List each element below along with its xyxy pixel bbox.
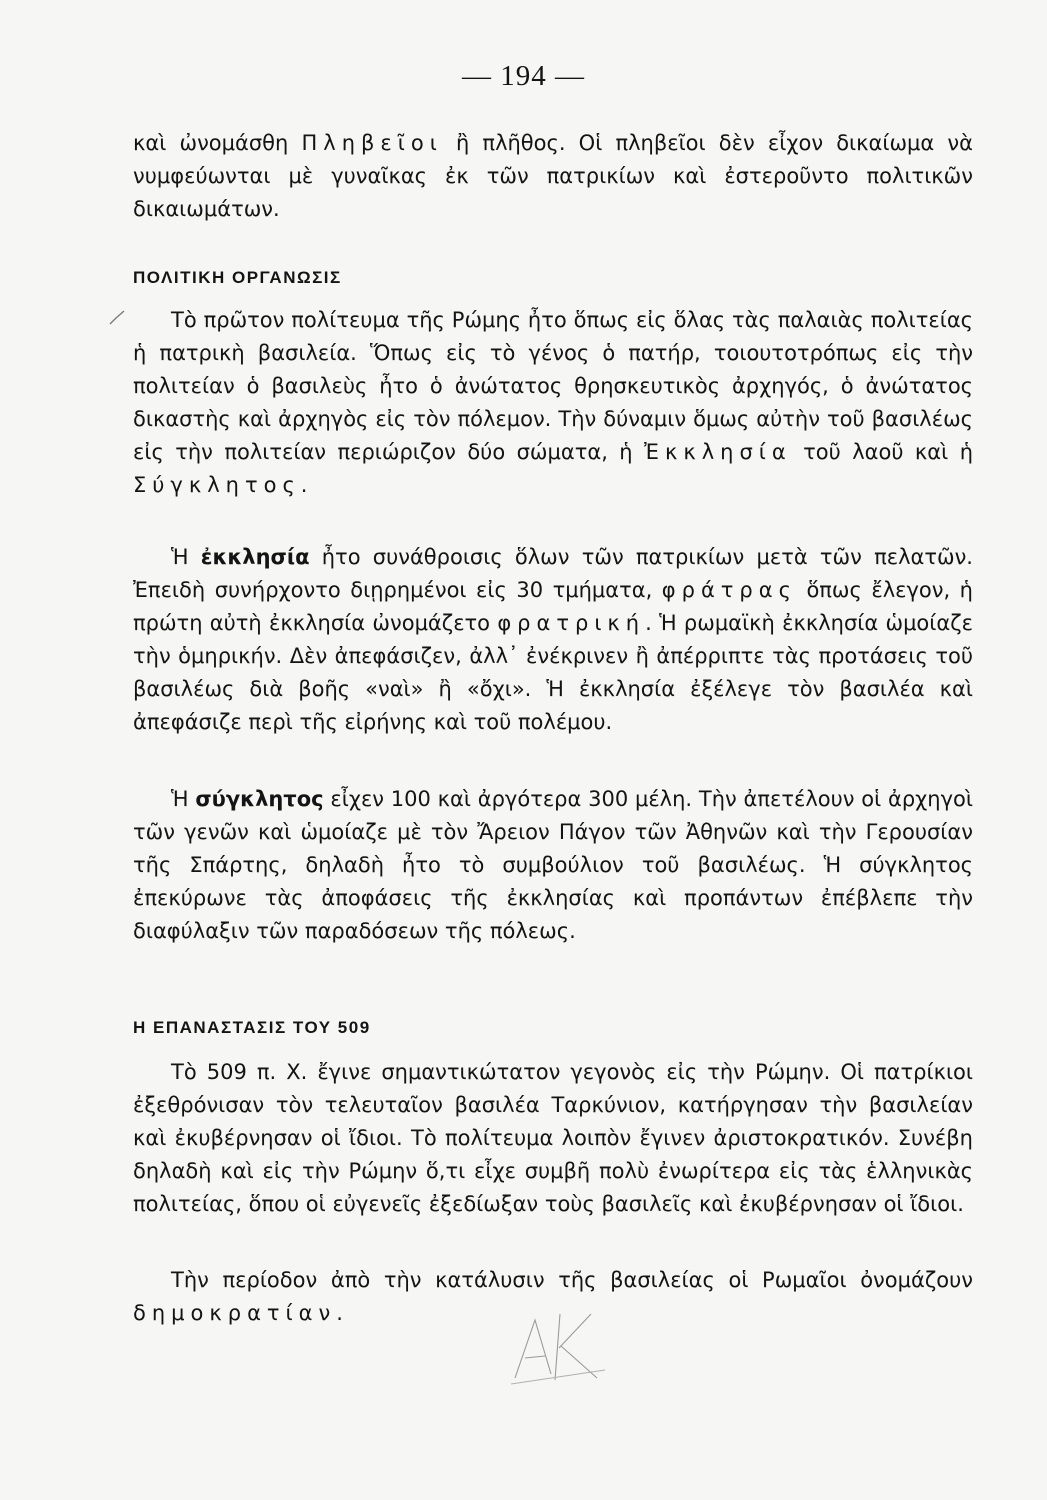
paragraph-text	[133, 1056, 973, 1221]
text-run: Ἡ	[171, 787, 196, 811]
text-run: ἢ πλῆθος. Οἱ πληβεῖοι δὲν εἶχον δικαίωμα νὰ νυμφεύωνται μὲ γυναῖκας ἐκ τῶν πατρικίων καὶ ἐστεροῦντο πολιτικῶν δικαιωμάτων.	[133, 131, 973, 221]
paragraph-first-constitution	[133, 304, 973, 502]
text-run: .	[336, 1301, 343, 1325]
spaced-term: φράτρας	[661, 578, 797, 602]
text-run: ὅπως ἔλεγον, ἡ πρώτη αὐτὴ ἐκκλησία ὠνομάζετο	[133, 578, 973, 635]
paragraph-senate	[133, 783, 973, 948]
paragraph-ekklesia	[133, 541, 973, 739]
spaced-term: Σύγκλητος	[133, 473, 301, 497]
paragraph-plebeians	[133, 127, 973, 226]
text-run: τοῦ λαοῦ καὶ ἡ	[791, 440, 973, 464]
spaced-term: δημοκρατίαν	[133, 1301, 337, 1325]
paragraph-text	[133, 127, 973, 226]
page-number: — 194 —	[462, 60, 585, 92]
paragraph-text	[133, 304, 973, 502]
text-run: . Ἡ ρωμαϊκὴ ἐκκλησία ὡμοίαζε τὴν ὁμηρικήν. Δὲν ἀπεφάσιζεν, ἀλλ᾽ ἐνέκρινεν ἢ ἀπέρριπτε τὰς προτάσεις τοῦ βασιλέως διὰ βοῆς «ναὶ» ἢ «ὄχι». Ἡ ἐκκλησία ἐξέλεγε τὸν βασιλέα καὶ ἀπεφάσιζε περὶ τῆς εἰρήνης καὶ τοῦ πολέμου.	[133, 611, 973, 734]
bold-term: ἐκκλησία	[200, 545, 310, 569]
text-run: Τὴν περίοδον ἀπὸ τὴν κατάλυσιν τῆς βασιλείας οἱ Ρωμαῖοι ὀνομάζουν	[171, 1268, 973, 1292]
text-run: ἦτο συνάθροισις ὅλων τῶν πατρικίων μετὰ τῶν πελατῶν. Ἐπειδὴ συνήρχοντο διῃρημένοι εἰς 30 τμήματα,	[133, 545, 973, 602]
text-run: καὶ ὠνομάσθη	[133, 131, 302, 155]
text-run: Τὸ 509 π. Χ. ἔγινε σημαντικώτατον γεγονὸς εἰς τὴν Ρώμην. Οἱ πατρίκιοι ἐξεθρόνισαν τὸν τελευταῖον βασιλέα Ταρκύνιον, κατήργησαν τὴν βασιλείαν καὶ ἐκυβέρνησαν οἱ ἴδιοι. Τὸ πολίτευμα λοιπὸν ἔγινεν ἀριστοκρατικόν. Συνέβη δηλαδὴ καὶ εἰς τὴν Ρώμην ὅ,τι εἶχε συμβῆ πολὺ ἐνωρίτερα εἰς τὰς ἑλληνικὰς πολιτείας, ὅπου οἱ εὐγενεῖς ἐξεδίωξαν τοὺς βασιλεῖς καὶ ἐκυβέρνησαν οἱ ἴδιοι.	[133, 1060, 973, 1216]
section-heading-organization: ΠΟΛΙΤΙΚΗ ΟΡΓΑΝΩΣΙΣ	[133, 268, 342, 287]
text-run: Ἡ	[171, 545, 201, 569]
text-run: εἶχεν 100 καὶ ἀργότερα 300 μέλη. Τὴν ἀπετέλουν οἱ ἀρχηγοὶ τῶν γενῶν καὶ ὡμοίαζε μὲ τὸν Ἄρειον Πάγον τῶν Ἀθηνῶν καὶ τὴν Γερουσίαν τῆς Σπάρτης, δηλαδὴ ἦτο τὸ συμβούλιον τοῦ βασιλέως. Ἡ σύγκλητος ἐπεκύρωνε τὰς ἀποφάσεις τῆς ἐκκλησίας καὶ προπάντων ἐπέβλεπε τὴν διαφύλαξιν τῶν παραδόσεων τῆς πόλεως.	[133, 787, 973, 943]
spaced-term: φρατρική	[497, 611, 646, 635]
text-run: .	[300, 473, 308, 497]
text-run: Τὸ πρῶτον πολίτευμα τῆς Ρώμης ἦτο ὅπως εἰς ὅλας τὰς παλαιὰς πολιτείας ἡ πατρικὴ βασιλεία. Ὅπως εἰς τὸ γένος ὁ πατήρ, τοιουτοτρόπως εἰς τὴν πολιτείαν ὁ βασιλεὺς ἦτο ὁ ἀνώτατος θρησκευτικὸς ἀρχηγός, ὁ ἀνώτατος δικαστὴς καὶ ἀρχηγὸς εἰς τὸν πόλεμον. Τὴν δύναμιν ὅμως αὐτὴν τοῦ βασιλέως εἰς τὴν πολιτείαν περιώριζον δύο σώματα, ἡ	[133, 308, 973, 464]
paragraph-text	[133, 541, 973, 739]
pencil-tick-mark	[108, 308, 128, 328]
paragraph-text	[133, 783, 973, 948]
spaced-term: Πληβεῖοι	[301, 131, 443, 155]
bold-term: σύγκλητος	[195, 787, 324, 811]
spaced-term: Ἐκκλησία	[644, 440, 792, 464]
handwritten-initials-mark	[505, 1300, 615, 1390]
section-heading-revolution: Η ΕΠΑΝΑΣΤΑΣΙΣ ΤΟΥ 509	[133, 1018, 371, 1037]
paragraph-revolution-509	[133, 1056, 973, 1221]
